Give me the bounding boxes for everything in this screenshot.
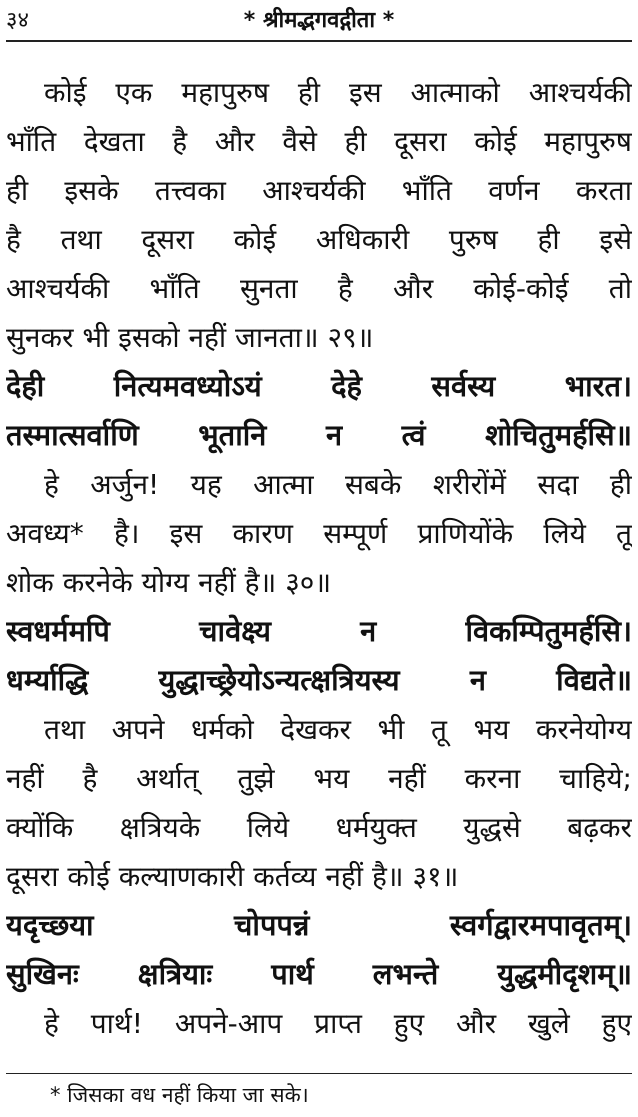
text-line: सुनकर भी इसको नहीं जानता॥ २९॥ bbox=[6, 321, 374, 354]
text-line: तथा अपने धर्मको देखकर भी तू भय करनेयोग्य bbox=[44, 713, 632, 746]
verse-line: स्वधर्ममपि चावेक्ष्य न विकम्पितुमर्हसि। bbox=[6, 614, 632, 648]
text-line: हे पार्थ! अपने-आप प्राप्त हुए और खुले हुए bbox=[44, 1007, 632, 1040]
footnote: * जिसका वध नहीं किया जा सके। bbox=[50, 1083, 309, 1107]
text-line: नहीं है अर्थात् तुझे भय नहीं करना चाहिये; bbox=[6, 762, 632, 795]
text-line: हे अर्जुन! यह आत्मा सबके शरीरोंमें सदा ही bbox=[44, 468, 632, 501]
text-line: भाँति देखता है और वैसे ही दूसरा कोई महापुरुष bbox=[6, 125, 632, 158]
text-line: ही इसके तत्त्वका आश्चर्यकी भाँति वर्णन करता bbox=[6, 174, 632, 207]
verse-line: तस्मात्सर्वाणि भूतानि न त्वं शोचितुमर्हसि॥ bbox=[6, 418, 632, 452]
verse-line: देही नित्यमवध्योऽयं देहे सर्वस्य भारत। bbox=[6, 369, 632, 403]
text-line: शोक करनेके योग्य नहीं है॥ ३०॥ bbox=[6, 566, 332, 599]
page-header bbox=[6, 6, 632, 40]
header-divider bbox=[6, 40, 632, 42]
running-title: * श्रीमद्भगवद्गीता * bbox=[243, 8, 395, 33]
text-line: क्योंकि क्षत्रियके लिये धर्मयुक्त युद्धसे बढ़कर bbox=[6, 811, 632, 844]
text-line: है तथा दूसरा कोई अधिकारी पुरुष ही इसे bbox=[6, 223, 632, 256]
verse-line: सुखिनः क्षत्रियाः पार्थ लभन्ते युद्धमीदृशम्॥ bbox=[6, 957, 632, 991]
page-body bbox=[6, 68, 632, 1048]
text-line: कोई एक महापुरुष ही इस आत्माको आश्चर्यकी bbox=[44, 76, 632, 109]
text-line: आश्चर्यकी भाँति सुनता है और कोई-कोई तो bbox=[6, 272, 632, 305]
footnote-divider bbox=[6, 1073, 632, 1074]
text-line: अवध्य* है। इस कारण सम्पूर्ण प्राणियोंके लिये तू bbox=[6, 517, 632, 550]
page-number: ३४ bbox=[6, 8, 29, 33]
verse-line: धर्म्याद्धि युद्धाच्छ्रेयोऽन्यत्क्षत्रियस्य न विद्यते॥ bbox=[6, 663, 632, 697]
text-line: दूसरा कोई कल्याणकारी कर्तव्य नहीं है॥ ३१॥ bbox=[6, 860, 459, 893]
verse-line: यदृच्छया चोपपन्नं स्वर्गद्वारमपावृतम्। bbox=[6, 908, 632, 942]
